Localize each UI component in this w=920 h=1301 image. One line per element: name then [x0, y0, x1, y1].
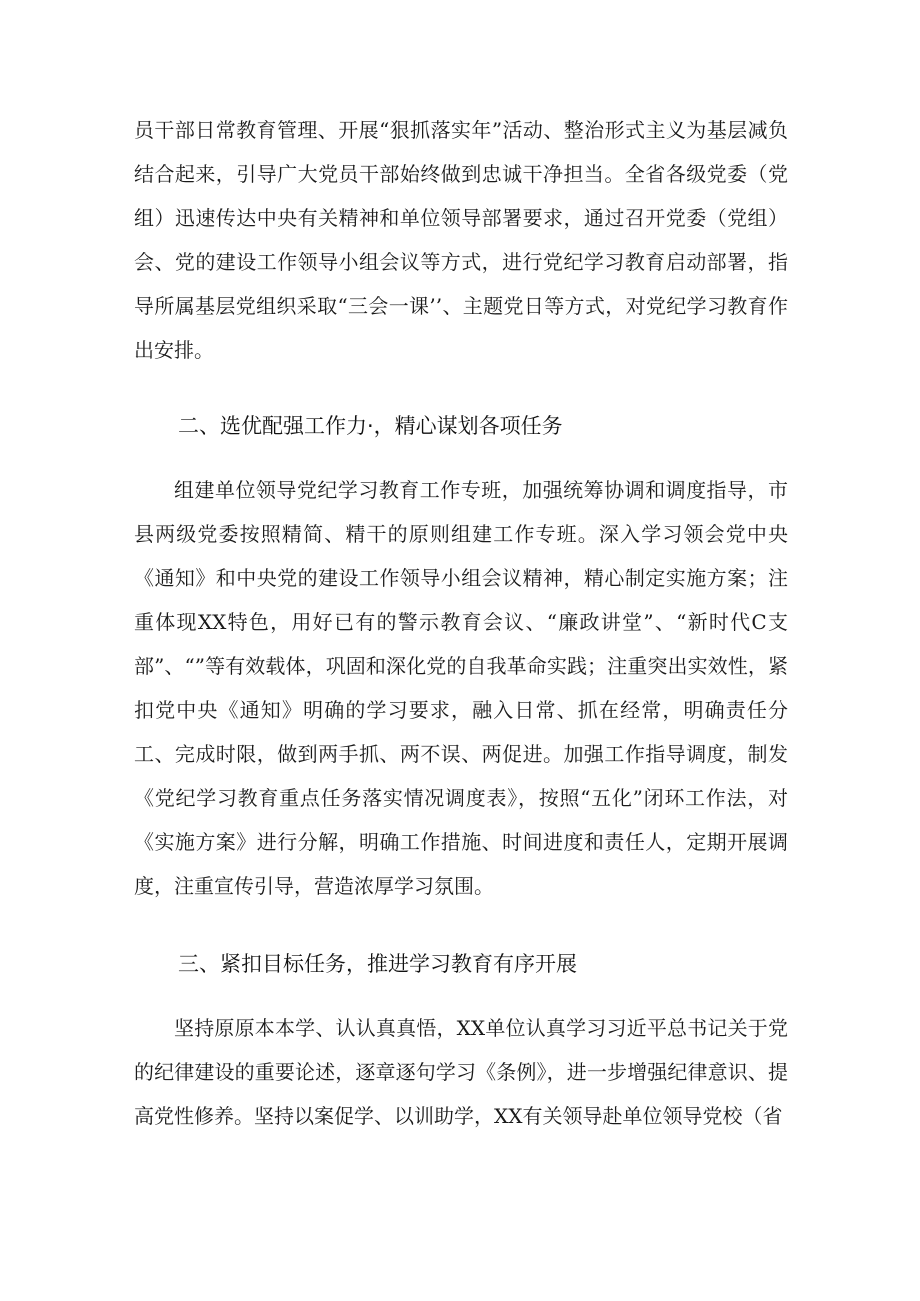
section-2-paragraph: 组建单位领导党纪学习教育工作专班，加强统筹协调和调度指导，市县两级党委按照精简、精干的原则组建工作专班。深入学习领会党中央《通知》和中央党的建设工作领导小组会议精神，精心制定实施方案；注重体现XX特色，用好已有的警示教育会议、“廉政讲堂”、“新时代C支部”、“”等有效载体，巩固和深化党的自我革命实践；注重突出实效性，紧扣党中央《通知》明确的学习要求，融入日常、抓在经常，明确责任分工、完成时限，做到两手抓、两不误、两促进。加强工作指导调度，制发《党纪学习教育重点任务落实情况调度表》，按照“五化”闭环工作法，对《实施方案》进行分解，明确工作措施、时间进度和责任人，定期开展调度，注重宣传引导，营造浓厚学习氛围。: [134, 478, 788, 898]
section-heading-3: 三、紧扣目标任务，推进学习教育有序开展: [178, 952, 577, 976]
section-heading-2: 二、选优配强工作力·，精心谋划各项任务: [178, 414, 563, 438]
document-body: [134, 108, 788, 1138]
continued-paragraph: 员干部日常教育管理、开展“狠抓落实年”活动、整治形式主义为基层减负结合起来，引导广大党员干部始终做到忠诚干净担当。全省各级党委（党组）迅速传达中央有关精神和单位领导部署要求，通过召开党委（党组）会、党的建设工作领导小组会议等方式，进行党纪学习教育启动部署，指导所属基层党组织采取“三会一课’’、主题党日等方式，对党纪学习教育作出安排。: [134, 118, 788, 362]
section-3-paragraph: 坚持原原本本学、认认真真悟，XX单位认真学习习近平总书记关于党的纪律建设的重要论述，逐章逐句学习《条例》，进一步增强纪律意识、提高党性修养。坚持以案促学、以训助学，XX有关领导赴单位领导党校（省: [134, 1016, 788, 1128]
